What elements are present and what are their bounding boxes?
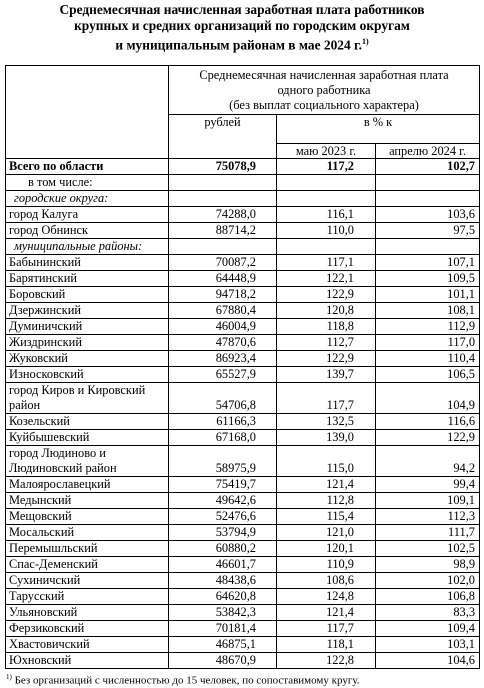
header-blank-cell <box>6 66 169 159</box>
row-name-cell: Юхновский <box>6 653 169 669</box>
table-row <box>6 430 480 446</box>
row-name-cell: город Калуга <box>6 207 169 223</box>
row-may-cell: 108,6 <box>277 573 376 589</box>
row-name-cell: Тарусский <box>6 589 169 605</box>
header-percent: в % к <box>277 115 480 144</box>
row-apr-cell <box>376 191 480 207</box>
row-apr-cell: 109,5 <box>376 271 480 287</box>
table-row <box>6 207 480 223</box>
row-apr-cell: 94,2 <box>376 446 480 477</box>
header-group-line-1: Среднемесячная начисленная заработная плата <box>199 68 449 82</box>
row-apr-cell <box>376 175 480 191</box>
row-rubles-cell: 58975,9 <box>169 446 277 477</box>
header-rubles: рублей <box>169 115 277 159</box>
row-name-cell: Износковский <box>6 367 169 383</box>
salary-table <box>5 65 480 669</box>
row-name-cell: Мещовский <box>6 509 169 525</box>
row-may-cell: 110,9 <box>277 557 376 573</box>
row-apr-cell: 122,9 <box>376 430 480 446</box>
row-name-cell: Ульяновский <box>6 605 169 621</box>
header-may-2023: маю 2023 г. <box>277 144 376 159</box>
row-rubles-cell: 94718,2 <box>169 287 277 303</box>
row-name-cell: Дзержинский <box>6 303 169 319</box>
row-rubles-cell: 67168,0 <box>169 430 277 446</box>
footnote <box>6 671 360 688</box>
row-name-cell: Хвастовичский <box>6 637 169 653</box>
row-rubles-cell: 88714,2 <box>169 223 277 239</box>
table-row <box>6 557 480 573</box>
row-may-cell: 122,9 <box>277 287 376 303</box>
row-rubles-cell: 70087,2 <box>169 255 277 271</box>
row-may-cell: 121,4 <box>277 605 376 621</box>
table-row <box>6 383 480 414</box>
row-apr-cell: 102,0 <box>376 573 480 589</box>
row-apr-cell: 98,9 <box>376 557 480 573</box>
row-name-cell: Барятинский <box>6 271 169 287</box>
row-apr-cell: 104,9 <box>376 383 480 414</box>
title-footnote-mark: 1) <box>361 37 369 46</box>
row-name-cell: муниципальные районы: <box>6 239 169 255</box>
row-apr-cell: 97,5 <box>376 223 480 239</box>
row-apr-cell: 101,1 <box>376 287 480 303</box>
table-row <box>6 255 480 271</box>
table-row <box>6 589 480 605</box>
row-may-cell: 117,1 <box>277 255 376 271</box>
row-may-cell: 110,0 <box>277 223 376 239</box>
row-rubles-cell: 60880,2 <box>169 541 277 557</box>
row-may-cell: 116,1 <box>277 207 376 223</box>
table-row <box>6 653 480 669</box>
row-apr-cell: 104,6 <box>376 653 480 669</box>
row-rubles-cell: 74288,0 <box>169 207 277 223</box>
row-name-cell: город Обнинск <box>6 223 169 239</box>
row-name-cell: Сухиничский <box>6 573 169 589</box>
title-line-2: крупных и средних организаций по городским округам <box>74 18 410 33</box>
row-apr-cell <box>376 239 480 255</box>
row-may-cell: 121,0 <box>277 525 376 541</box>
row-may-cell: 122,9 <box>277 351 376 367</box>
row-rubles-cell: 65527,9 <box>169 367 277 383</box>
row-rubles-cell: 46601,7 <box>169 557 277 573</box>
table-row <box>6 175 480 191</box>
row-name-cell: Думиничский <box>6 319 169 335</box>
row-apr-cell: 117,0 <box>376 335 480 351</box>
row-may-cell <box>277 239 376 255</box>
row-may-cell: 115,0 <box>277 446 376 477</box>
row-name-cell: Жиздринский <box>6 335 169 351</box>
table-header <box>6 66 480 159</box>
table-row <box>6 159 480 175</box>
row-rubles-cell: 48438,6 <box>169 573 277 589</box>
table-row <box>6 287 480 303</box>
row-rubles-cell <box>169 191 277 207</box>
table-row <box>6 446 480 477</box>
row-may-cell: 121,4 <box>277 477 376 493</box>
row-rubles-cell: 61166,3 <box>169 414 277 430</box>
row-rubles-cell: 86923,4 <box>169 351 277 367</box>
row-rubles-cell: 64620,8 <box>169 589 277 605</box>
row-rubles-cell: 53842,3 <box>169 605 277 621</box>
row-name-cell: Мосальский <box>6 525 169 541</box>
row-may-cell <box>277 175 376 191</box>
row-name-cell: город Людиново и Людиновский район <box>6 446 169 477</box>
row-name-cell: Малоярославецкий <box>6 477 169 493</box>
row-name-cell: Боровский <box>6 287 169 303</box>
row-apr-cell: 107,1 <box>376 255 480 271</box>
row-apr-cell: 99,4 <box>376 477 480 493</box>
table-row <box>6 525 480 541</box>
row-may-cell: 132,5 <box>277 414 376 430</box>
table-row <box>6 367 480 383</box>
row-may-cell: 122,1 <box>277 271 376 287</box>
row-apr-cell: 108,1 <box>376 303 480 319</box>
title-line-3 <box>0 34 484 53</box>
row-rubles-cell: 70181,4 <box>169 621 277 637</box>
row-may-cell: 117,7 <box>277 621 376 637</box>
row-name-cell: Бабынинский <box>6 255 169 271</box>
table-row <box>6 223 480 239</box>
table-row <box>6 271 480 287</box>
row-name-cell: Козельский <box>6 414 169 430</box>
header-group-line-3: (без выплат социального характера) <box>229 98 419 112</box>
row-may-cell: 122,8 <box>277 653 376 669</box>
row-may-cell: 117,7 <box>277 383 376 414</box>
row-rubles-cell: 53794,9 <box>169 525 277 541</box>
row-apr-cell: 112,3 <box>376 509 480 525</box>
row-apr-cell: 116,6 <box>376 414 480 430</box>
table-row <box>6 335 480 351</box>
row-name-cell: Медынский <box>6 493 169 509</box>
footnote-text: Без организаций с численностью до 15 человек, по сопоставимому кругу. <box>11 674 360 687</box>
row-rubles-cell: 75419,7 <box>169 477 277 493</box>
row-apr-cell: 110,4 <box>376 351 480 367</box>
footnote-mark: 1) <box>6 673 12 681</box>
table-row <box>6 351 480 367</box>
row-rubles-cell: 48670,9 <box>169 653 277 669</box>
table-row <box>6 239 480 255</box>
table-row <box>6 637 480 653</box>
row-may-cell: 124,8 <box>277 589 376 605</box>
row-rubles-cell: 75078,9 <box>169 159 277 175</box>
row-may-cell: 112,8 <box>277 493 376 509</box>
row-rubles-cell <box>169 175 277 191</box>
row-may-cell: 118,1 <box>277 637 376 653</box>
row-name-cell: Спас-Деменский <box>6 557 169 573</box>
table-row <box>6 303 480 319</box>
table-row <box>6 541 480 557</box>
table-row <box>6 414 480 430</box>
row-rubles-cell: 54706,8 <box>169 383 277 414</box>
row-name-cell: Ферзиковский <box>6 621 169 637</box>
row-may-cell: 120,1 <box>277 541 376 557</box>
row-rubles-cell: 52476,6 <box>169 509 277 525</box>
title-line-1: Среднемесячная начисленная заработная плата работников <box>59 2 425 17</box>
row-name-cell: Перемышльский <box>6 541 169 557</box>
row-apr-cell: 106,5 <box>376 367 480 383</box>
row-rubles-cell <box>169 239 277 255</box>
title-line-3-text: и муниципальным районам в мае 2024 г. <box>115 37 362 53</box>
row-apr-cell: 109,1 <box>376 493 480 509</box>
row-may-cell: 115,4 <box>277 509 376 525</box>
row-may-cell: 112,7 <box>277 335 376 351</box>
row-name-cell: Куйбышевский <box>6 430 169 446</box>
table-row <box>6 493 480 509</box>
row-rubles-cell: 46004,9 <box>169 319 277 335</box>
row-may-cell <box>277 191 376 207</box>
table-row <box>6 605 480 621</box>
row-rubles-cell: 64448,9 <box>169 271 277 287</box>
table-row <box>6 477 480 493</box>
row-apr-cell: 83,3 <box>376 605 480 621</box>
row-apr-cell: 112,9 <box>376 319 480 335</box>
row-rubles-cell: 47870,6 <box>169 335 277 351</box>
row-name-cell: Всего по области <box>6 159 169 175</box>
row-name-cell: городские округа: <box>6 191 169 207</box>
header-group-line-2: одного работника <box>277 83 371 97</box>
page-title <box>0 2 484 53</box>
row-name-cell: в том числе: <box>6 175 169 191</box>
row-rubles-cell: 46875,1 <box>169 637 277 653</box>
row-apr-cell: 102,7 <box>376 159 480 175</box>
table-row <box>6 319 480 335</box>
header-group-cell <box>169 66 480 115</box>
row-rubles-cell: 49642,6 <box>169 493 277 509</box>
row-may-cell: 117,2 <box>277 159 376 175</box>
table-row <box>6 573 480 589</box>
row-may-cell: 139,7 <box>277 367 376 383</box>
row-rubles-cell: 67880,4 <box>169 303 277 319</box>
row-apr-cell: 103,1 <box>376 637 480 653</box>
row-apr-cell: 109,4 <box>376 621 480 637</box>
row-name-cell: Жуковский <box>6 351 169 367</box>
row-name-cell: город Киров и Кировский район <box>6 383 169 414</box>
row-may-cell: 139,0 <box>277 430 376 446</box>
row-may-cell: 120,8 <box>277 303 376 319</box>
header-apr-2024: апрелю 2024 г. <box>376 144 480 159</box>
row-apr-cell: 106,8 <box>376 589 480 605</box>
row-apr-cell: 111,7 <box>376 525 480 541</box>
row-may-cell: 118,8 <box>277 319 376 335</box>
table-row <box>6 191 480 207</box>
table-row <box>6 621 480 637</box>
table-body <box>6 159 480 669</box>
table-row <box>6 509 480 525</box>
row-apr-cell: 103,6 <box>376 207 480 223</box>
row-apr-cell: 102,5 <box>376 541 480 557</box>
